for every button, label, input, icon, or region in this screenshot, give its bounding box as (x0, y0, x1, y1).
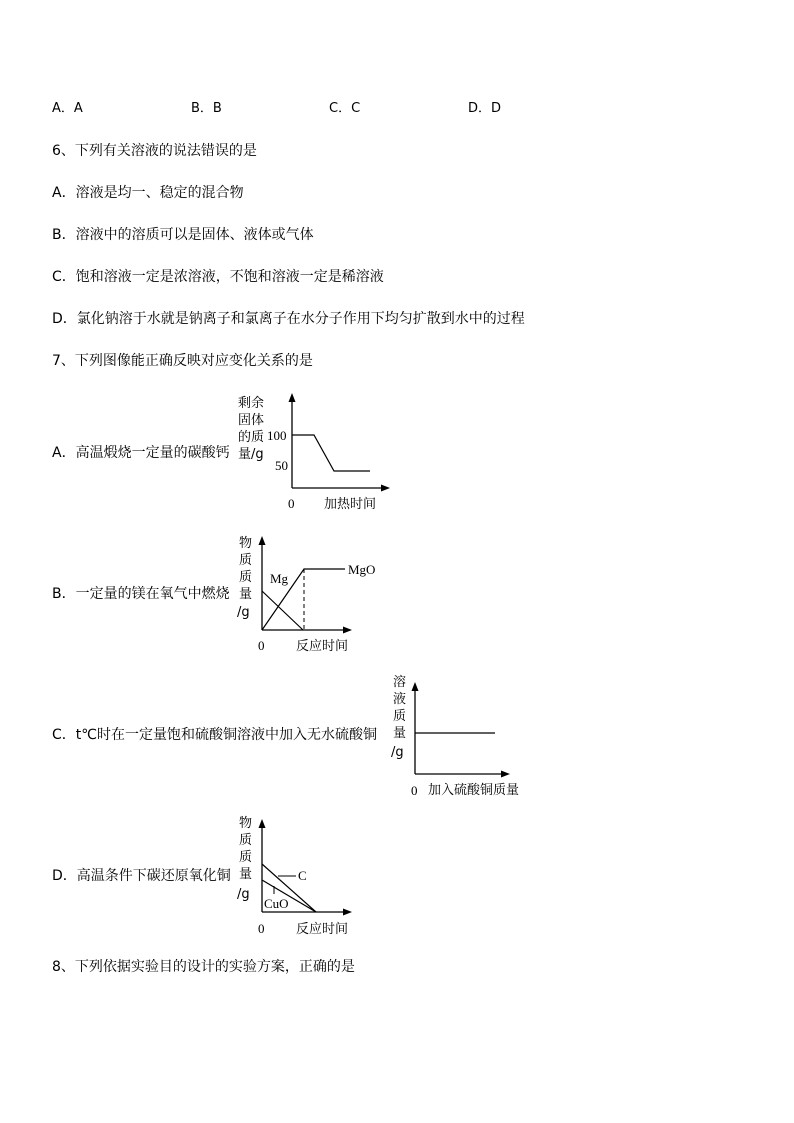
prev-option-c: C．C (329, 101, 361, 116)
ylabel-line: 量/g (238, 447, 264, 462)
series-line (292, 435, 370, 471)
chart-d (230, 810, 400, 940)
ylabel-line: /g (391, 745, 404, 760)
x-axis-arrow (381, 485, 390, 492)
x-axis-label: 加热时间 (324, 497, 377, 512)
tick-label: 50 (275, 458, 288, 473)
series-label: MgO (348, 562, 376, 577)
prev-option-a: A．A (52, 101, 83, 116)
chart-c (385, 670, 545, 800)
x-axis-arrow (343, 909, 352, 916)
ylabel-line: 物 (239, 536, 253, 551)
chart-b-ylabel (237, 535, 252, 620)
ylabel-line: 量 (239, 867, 253, 882)
ylabel-line: 的质 (238, 430, 265, 445)
ylabel-line: /g (237, 887, 250, 902)
chart-b (230, 530, 400, 660)
q6-option-c: C．饱和溶液一定是浓溶液，不饱和溶液一定是稀溶液 (52, 269, 384, 285)
q8-stem: 8、下列依据实验目的设计的实验方案，正确的是 (52, 959, 355, 975)
y-axis-arrow (289, 393, 296, 402)
q6-option-d: D．氯化钠溶于水就是钠离子和氯离子在水分子作用下均匀扩散到水中的过程 (52, 311, 525, 327)
tick-label: 100 (267, 428, 287, 443)
ylabel-line: 质 (239, 553, 253, 568)
series-label: Mg (270, 571, 289, 586)
ylabel-line: 液 (393, 692, 407, 707)
ylabel-line: 质 (239, 850, 253, 865)
ylabel-line: 固体 (238, 413, 265, 428)
ylabel-line: 质 (239, 833, 253, 848)
q7-option-b: B．一定量的镁在氧气中燃烧 (52, 586, 230, 602)
y-axis-arrow (259, 536, 266, 545)
mg-line (262, 591, 303, 630)
q6-option-b: B．溶液中的溶质可以是固体、液体或气体 (52, 227, 314, 243)
ylabel-line: 量 (393, 726, 407, 741)
chart-a (230, 390, 420, 520)
origin-label: 0 (288, 496, 295, 511)
chart-c-ylabel (391, 674, 406, 760)
x-axis-label: 反应时间 (296, 922, 349, 937)
q6-stem: 6、下列有关溶液的说法错误的是 (52, 143, 257, 159)
series-label: CuO (264, 896, 289, 911)
ylabel-line: 质 (393, 709, 407, 724)
x-axis-arrow (501, 771, 510, 778)
q7-option-c: C．t℃时在一定量饱和硫酸铜溶液中加入无水硫酸铜 (52, 727, 377, 743)
origin-label: 0 (411, 783, 418, 798)
x-axis-label: 加入硫酸铜质量 (428, 783, 520, 798)
x-axis-arrow (343, 627, 352, 634)
x-axis-label: 反应时间 (296, 639, 349, 654)
q7-option-a: A．高温煅烧一定量的碳酸钙 (52, 445, 230, 461)
origin-label: 0 (258, 921, 265, 936)
prev-option-b: B．B (191, 101, 222, 116)
ylabel-line: 量 (239, 587, 253, 602)
q7-option-d: D．高温条件下碳还原氧化铜 (52, 868, 231, 884)
ylabel-line: 溶 (393, 675, 407, 690)
y-axis-arrow (412, 682, 419, 691)
ylabel-line: 剩余 (238, 396, 265, 411)
q7-stem: 7、下列图像能正确反映对应变化关系的是 (52, 353, 313, 369)
q6-option-a: A．溶液是均一、稳定的混合物 (52, 185, 244, 201)
origin-label: 0 (258, 638, 265, 653)
prev-option-d: D．D (468, 101, 502, 116)
chart-d-ylabel (237, 815, 252, 902)
chart-a-ylabel (238, 396, 264, 462)
series-label: C (298, 868, 307, 883)
ylabel-line: /g (237, 605, 250, 620)
ylabel-line: 物 (239, 816, 253, 831)
y-axis-arrow (259, 819, 266, 828)
ylabel-line: 质 (239, 570, 253, 585)
